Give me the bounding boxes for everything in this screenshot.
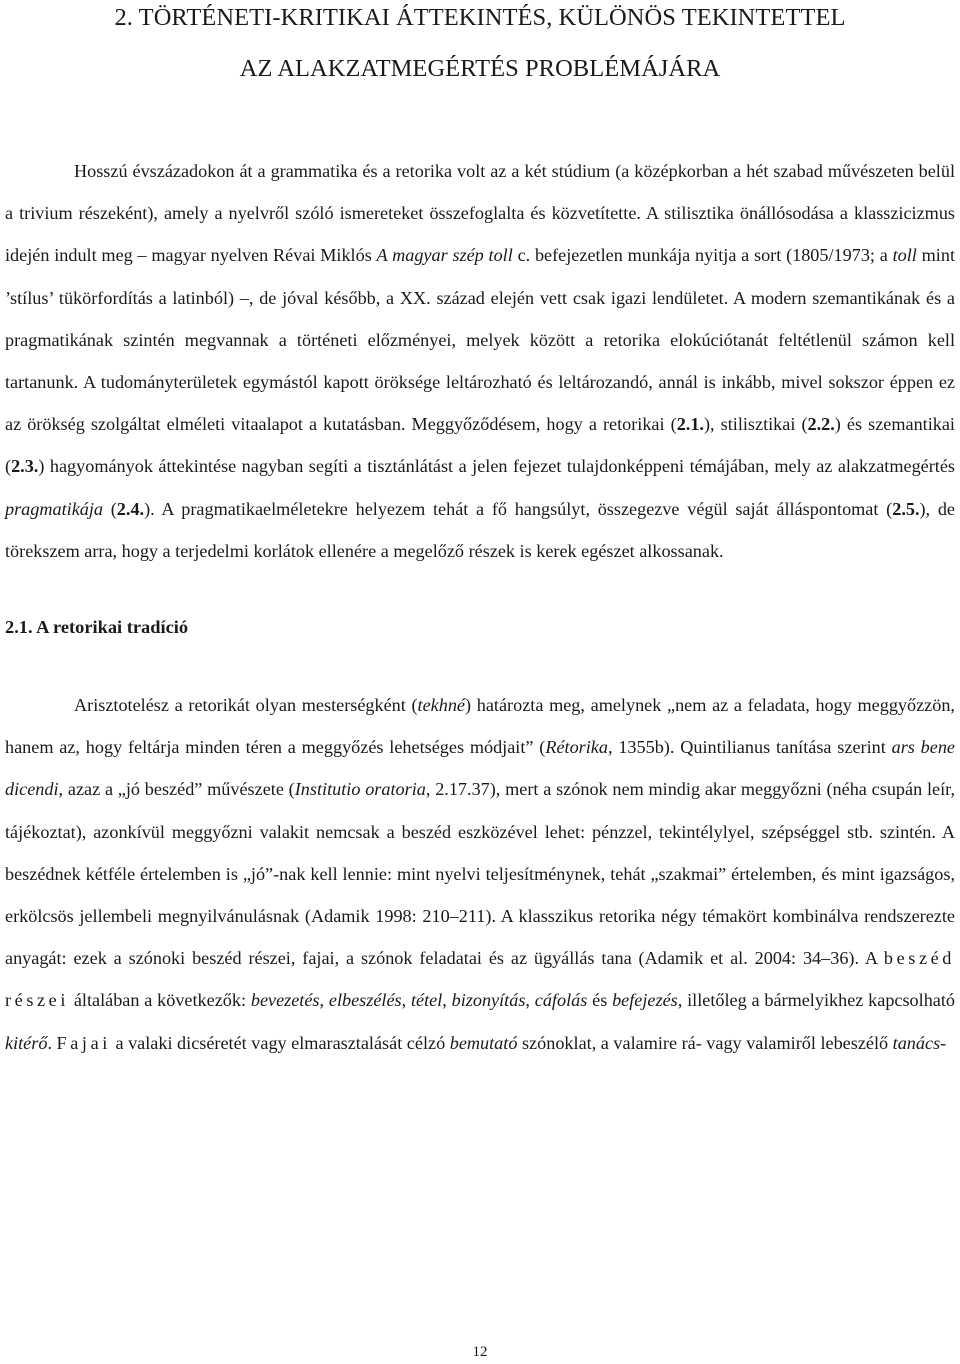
text-run: ), stilisztikai ( <box>703 414 808 435</box>
text-run: , azaz a „jó beszéd” művészete ( <box>58 779 295 800</box>
text-run: szónoklat, a valamire rá- vagy valamiről lebeszélő <box>517 1032 893 1053</box>
chapter-title-line-2: AZ ALAKZATMEGÉRTÉS PROBLÉMÁJÁRA <box>239 55 721 82</box>
text-run: Arisztotelész a retorikát olyan mesterségként ( <box>74 695 418 716</box>
intro-paragraph <box>5 150 955 572</box>
section-reference: 2.3. <box>11 456 39 477</box>
section-reference: 2.2. <box>807 414 835 435</box>
text-run: mint ’stílus’ tükörfordítás a latinból) –, de jóval később, a XX. század elején vett csak igazi lendületet. A modern szemantikának és a pragmatikának szintén megvannak a történeti előzményei, melyek között a retorika elokúciótanát feltétlenül számon kell tartanunk. A tudományterületek egymástól kapott öröksége leltározható és leltározandó, annál is inkább, mivel sokszor éppen ez az örökség szolgáltat elméleti vitaalapot a kutatásban. Meggyőződésem, hogy a retorikai ( <box>5 245 955 435</box>
rhetoric-paragraph <box>5 684 955 1064</box>
text-run: ) határozta meg, amelynek „nem az a feladata, hogy meggyőzzön, hanem az, hogy feltárja minden téren a meggyőzés lehetséges módjait” ( <box>5 695 955 758</box>
text-run: általában a következők: <box>69 990 251 1011</box>
text-run: , illetőleg a bármelyikhez kapcsolható <box>677 990 956 1011</box>
italic-text: toll <box>892 245 917 266</box>
text-run: ) hagyományok áttekintése nagyban segíti a tisztánlátást a jelen fejezet tulajdonképpeni témájában, mely az alakzatmegértés <box>38 456 955 477</box>
text-run: , <box>401 990 411 1011</box>
italic-text: Institutio oratoria <box>294 779 426 800</box>
italic-text: elbeszélés <box>328 990 402 1011</box>
chapter-title-line-1: 2. TÖRTÉNETI-KRITIKAI ÁTTEKINTÉS, KÜLÖNÖS TEKINTETTEL <box>114 4 846 31</box>
italic-text: bevezetés <box>250 990 320 1011</box>
text-run: és <box>587 990 613 1011</box>
text-run: c. befejezetlen munkája nyitja a sort (1805/1973; a <box>512 245 893 266</box>
chapter-title <box>5 0 955 84</box>
italic-text: bemutató <box>449 1032 518 1053</box>
section-reference: 2.1. <box>676 414 704 435</box>
text-run: a valaki dicséretét vagy elmarasztalását célzó <box>110 1032 450 1053</box>
text-run: , <box>442 990 452 1011</box>
text-run: ) és szemantikai ( <box>5 414 955 477</box>
italic-text: kitérő <box>5 1032 48 1053</box>
text-run: ( <box>103 498 117 519</box>
text-run: , <box>319 990 329 1011</box>
spaced-text: beszéd részei <box>5 948 955 1011</box>
document-page <box>5 0 955 1064</box>
text-run: , 2.17.37), mert a szónok nem mindig akar meggyőzni (néha csupán leír, tájékoztat), azonkívül meggyőzni valakit nemcsak a beszéd eszközével lehet: pénzzel, tekintélylyel, szépséggel stb. szintén. A beszédnek kétféle értelemben is „jó”-nak kell lennie: mint nyelvi teljesítménynek, tehát „szakmai” értelemben, és mint igazságos, erkölcsös jellembeli megnyilvánulásnak (Adamik 1998: 210–211). A klasszikus retorika négy témakört kombinálva rendszerezte anyagát: ezek a szónoki beszéd részei, fajai, a szónok feladatai és az ügyállás tana (Adamik et al. 2004: 34–36). A <box>5 779 956 969</box>
section-reference: 2.5. <box>892 498 920 519</box>
italic-text: bizonyítás <box>451 990 526 1011</box>
text-run: , 1355b). Quintilianus tanítása szerint <box>607 737 892 758</box>
text-run: ), de törekszem arra, hogy a terjedelmi korlátok ellenére a megelőző részek is kerek egészet alkossanak. <box>5 498 955 561</box>
section-reference: 2.4. <box>116 498 145 519</box>
section-heading: 2.1. A retorikai tradíció <box>5 617 189 638</box>
italic-text: A magyar szép toll <box>376 245 513 266</box>
italic-text: befejezés <box>612 990 678 1011</box>
italic-text: tétel <box>410 990 443 1011</box>
italic-text: cáfolás <box>534 990 588 1011</box>
text-run: ). A pragmatikaelméletekre helyezem tehát a fő hangsúlyt, összegezve végül saját álláspontomat ( <box>144 498 893 519</box>
italic-text: tanács- <box>892 1032 947 1053</box>
italic-text: tekhné <box>417 695 466 716</box>
text-run: . <box>47 1032 57 1053</box>
text-run: , <box>525 990 535 1011</box>
italic-text: pragmatikája <box>5 498 104 519</box>
italic-text: ars bene dicendi <box>5 737 955 800</box>
page-number: 12 <box>472 1344 488 1360</box>
italic-text: Rétorika <box>545 737 608 758</box>
text-run: Hosszú évszázadokon át a grammatika és a retorika volt az a két stúdium (a középkorban a hét szabad művészeten belül a trivium részeként), amely a nyelvről szóló ismereteket összefoglalta és közvetítette. A stilisztika önállósodása a klasszicizmus idején indult meg – magyar nyelven Révai Miklós <box>5 161 955 266</box>
spaced-text: Fajai <box>56 1032 111 1053</box>
